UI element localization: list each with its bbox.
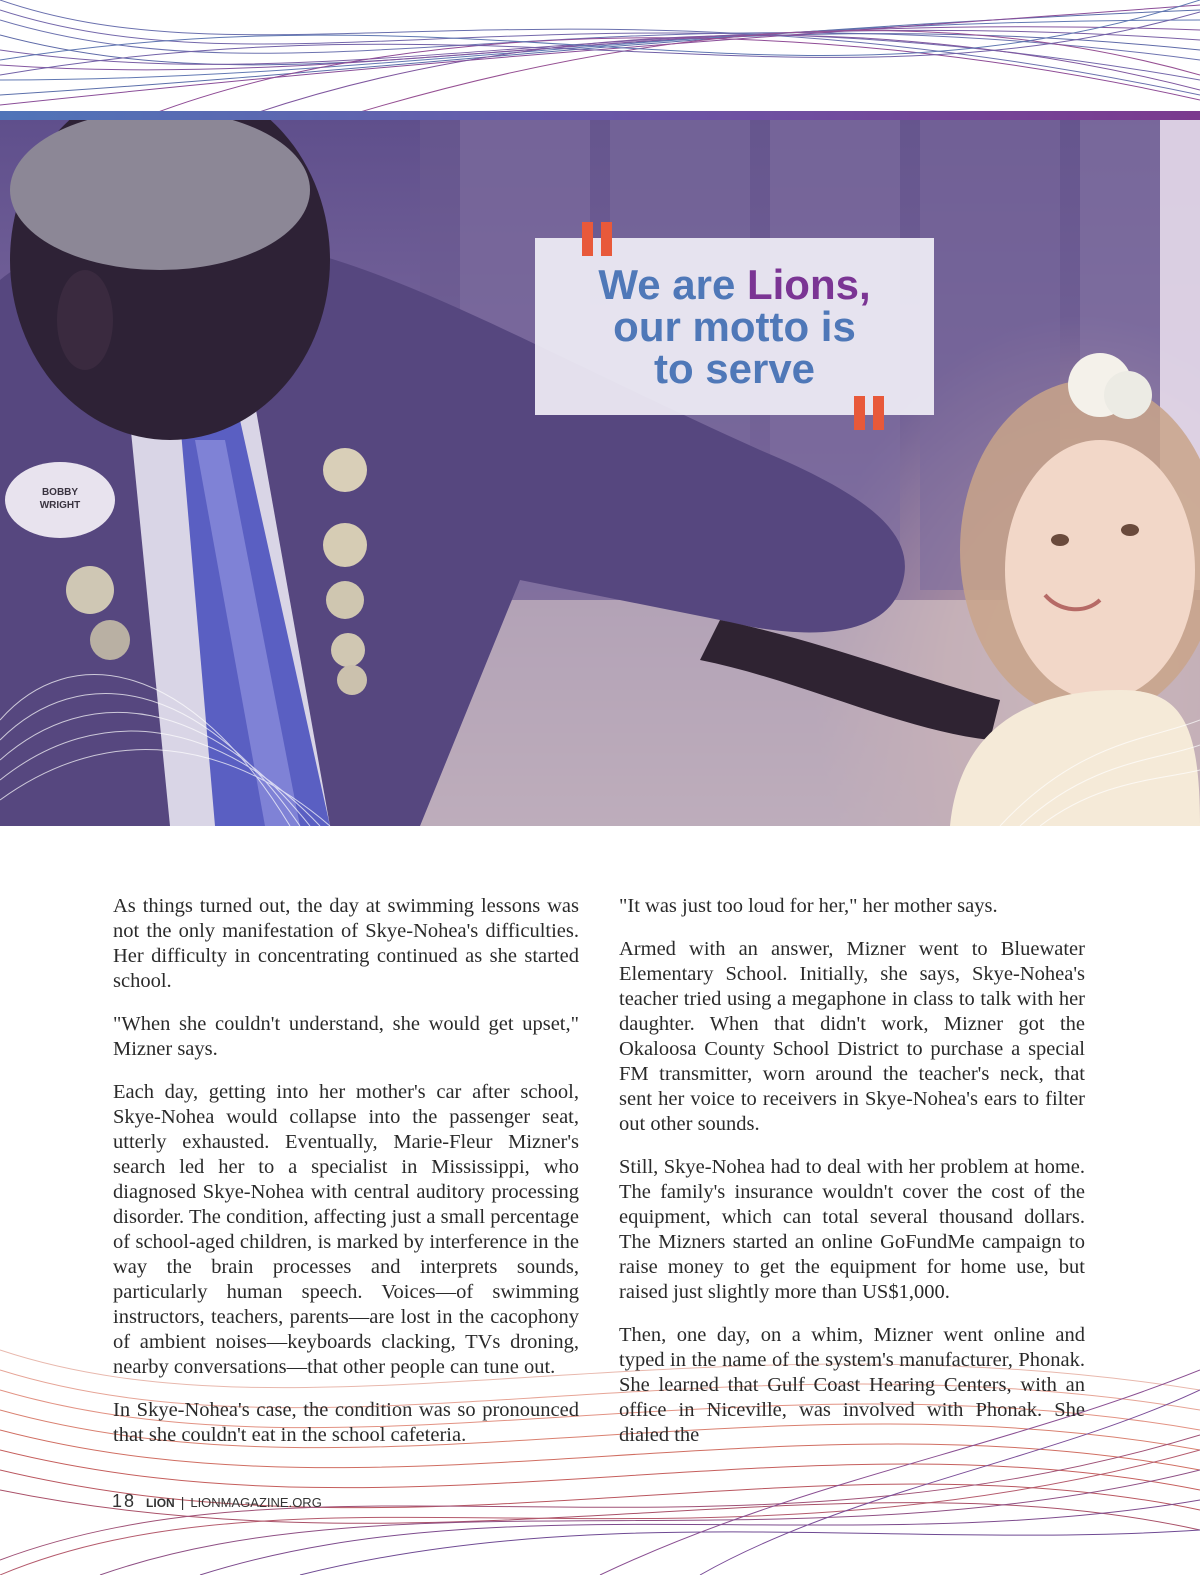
article-column-right xyxy=(619,894,1085,1448)
article-paragraph: "It was just too loud for her," her mother says. xyxy=(619,895,998,917)
article-paragraph: Each day, getting into her mother's car after school, Skye-Nohea would collapse into the passenger seat, utterly exhausted. Eventually, Marie-Fleur Mizner's search led her to a specialist in Mississippi, who diagnosed Skye-Nohea with central auditory processing disorder. The condition, affecting just a small percentage of school-aged children, is marked by interference in the way the brain processes and interprets sounds, particularly human speech. Voices—of swimming instructors, teachers, parents—are lost in the cacophony of ambient noises—keyboards clacking, TVs droning, nearby conversations—that other people can tune out. xyxy=(113,1081,579,1378)
pull-quote-text-lions: Lions, xyxy=(746,260,871,308)
article-column-left xyxy=(113,894,579,1448)
name-badge-line2: WRIGHT xyxy=(39,500,81,511)
decorative-wave-lines-top xyxy=(0,0,1200,115)
pull-quote-line-3: to serve xyxy=(653,344,816,392)
article-paragraph: Then, one day, on a whim, Mizner went online and typed in the name of the system's manufacturer, Phonak. She learned that Gulf Coast Hearing Centers, with an office in Niceville, was involved with Phonak. She dialed the xyxy=(619,1324,1085,1446)
article-paragraph: Still, Skye-Nohea had to deal with her problem at home. The family's insurance wouldn't cover the cost of the equipment, which can total several thousand dollars. The Mizners started an online GoFundMe campaign to raise money to get the equipment for home use, but raised just slightly more than US$1,000. xyxy=(619,1156,1085,1303)
pull-quote-box xyxy=(535,238,934,415)
open-quote-mark-icon xyxy=(582,222,618,256)
article-paragraph: As things turned out, the day at swimming lessons was not the only manifestation of Skye-Nohea's difficulties. Her difficulty in concentrating continued as she started school. xyxy=(113,895,579,992)
magazine-brand: LION xyxy=(146,1496,175,1510)
page-footer xyxy=(112,1491,322,1512)
article-paragraph: Armed with an answer, Mizner went to Bluewater Elementary School. Initially, she says, Skye-Nohea's teacher tried using a megaphone in class to talk with her daughter. When that didn't work, Mizner got the Okaloosa County School District to purchase a special FM transmitter, worn around the teacher's neck, that sent her voice to receivers in Skye-Nohea's ears to filter out other sounds. xyxy=(619,938,1085,1135)
close-quote-mark-icon xyxy=(854,396,890,430)
article-paragraph: "When she couldn't understand, she would get upset," Mizner says. xyxy=(113,1013,579,1060)
website-link[interactable]: LIONMAGAZINE.ORG xyxy=(190,1495,322,1510)
pull-quote-line-2: our motto is xyxy=(613,302,856,350)
name-badge-line1: BOBBY xyxy=(41,487,79,498)
pull-quote-line-1 xyxy=(598,260,871,308)
pull-quote-text-a: We are xyxy=(598,260,747,308)
footer-separator: | xyxy=(180,1494,185,1510)
header-gradient-bar xyxy=(0,111,1200,120)
article-paragraph: In Skye-Nohea's case, the condition was so pronounced that she couldn't eat in the school cafeteria. xyxy=(113,1399,579,1446)
page-number: 18 xyxy=(112,1491,137,1511)
